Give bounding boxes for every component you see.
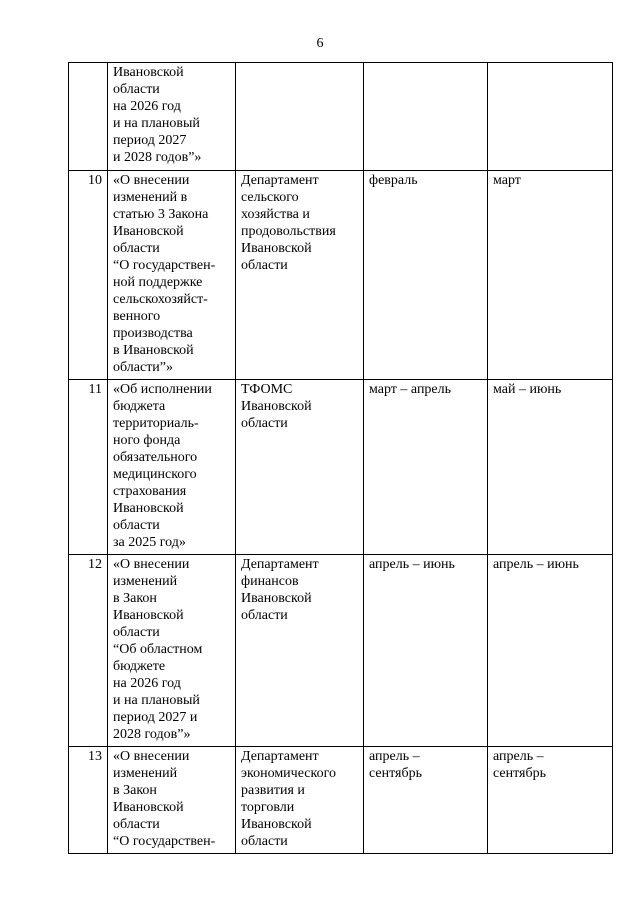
row-number-cell: 13 (69, 747, 108, 854)
consideration-term-cell: март (488, 171, 613, 380)
legislation-schedule-table (68, 62, 613, 854)
responsible-department-cell: Департамент финансов Ивановской области (236, 555, 364, 747)
table-row (69, 171, 613, 380)
row-number-cell: 10 (69, 171, 108, 380)
row-number-cell: 11 (69, 380, 108, 555)
row-number-cell (69, 63, 108, 171)
table-row (69, 555, 613, 747)
consideration-term-cell: апрель – июнь (488, 555, 613, 747)
consideration-term-cell: апрель – сентябрь (488, 747, 613, 854)
responsible-department-cell: ТФОМС Ивановской области (236, 380, 364, 555)
responsible-department-cell: Департамент экономического развития и торговли Ивановской области (236, 747, 364, 854)
submission-term-cell: апрель – июнь (364, 555, 488, 747)
table-row (69, 63, 613, 171)
responsible-department-cell: Департамент сельского хозяйства и продовольствия Ивановской области (236, 171, 364, 380)
submission-term-cell: апрель – сентябрь (364, 747, 488, 854)
consideration-term-cell (488, 63, 613, 171)
page-number: 6 (316, 36, 324, 51)
row-number-cell: 12 (69, 555, 108, 747)
bill-name-cell: «Об исполнении бюджета территориаль- ного фонда обязательного медицинского страхования Ивановской области за 2025 год» (108, 380, 236, 555)
consideration-term-cell: май – июнь (488, 380, 613, 555)
submission-term-cell: март – апрель (364, 380, 488, 555)
bill-name-cell: «О внесении изменений в Закон Ивановской области “Об областном бюджете на 2026 год и на плановый период 2027 и 2028 годов”» (108, 555, 236, 747)
bill-name-cell: «О внесении изменений в Закон Ивановской области “О государствен- (108, 747, 236, 854)
bill-name-cell: «О внесении изменений в статью 3 Закона Ивановской области “О государствен- ной поддержке сельскохозяйст- венного производства в Ивановской области”» (108, 171, 236, 380)
table-row (69, 380, 613, 555)
responsible-department-cell (236, 63, 364, 171)
submission-term-cell (364, 63, 488, 171)
submission-term-cell: февраль (364, 171, 488, 380)
table-row (69, 747, 613, 854)
bill-name-cell: Ивановской области на 2026 год и на плановый период 2027 и 2028 годов”» (108, 63, 236, 171)
